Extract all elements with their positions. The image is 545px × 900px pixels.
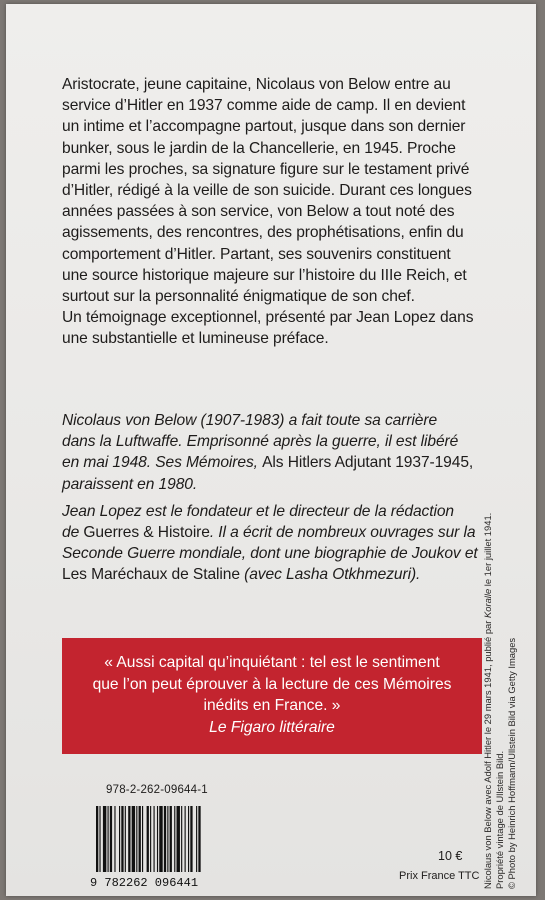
barcode-bar xyxy=(190,806,192,872)
barcode-bar xyxy=(177,806,180,872)
author-bios xyxy=(62,410,502,586)
bio-text: de xyxy=(62,524,84,542)
bio-text: . Il a écrit de nombreux ouvrages sur la xyxy=(209,524,476,542)
credit-line: © Photo by Heinrich Hoffmann/Ullstein Bild via Getty Images xyxy=(506,637,517,889)
summary-line: comportement d’Hitler. Partant, ses souvenirs constituent xyxy=(62,245,451,263)
bio-below-line xyxy=(62,452,502,473)
bio-text: (avec Lasha Otkhmezuri). xyxy=(239,566,421,584)
bio-lopez-line xyxy=(62,522,502,543)
quote-line: que l’on peut éprouver à la lecture de ces Mémoires xyxy=(92,675,452,693)
summary-line: années passées à son service, von Below a tout noté des xyxy=(62,203,455,221)
press-quote-box xyxy=(62,638,482,754)
barcode-bar xyxy=(164,806,166,872)
credit-text: le 1er juillet 1941. xyxy=(482,512,493,589)
credit-line: Propriété vintage de Ullstein Bild. xyxy=(494,750,505,889)
quote-line: « Aussi capital qu’inquiétant : tel est le sentiment xyxy=(104,654,440,671)
book-title: Les Maréchaux de Staline xyxy=(62,566,240,584)
bio-below-line: paraissent en 1980. xyxy=(62,475,198,493)
barcode-bar xyxy=(185,806,186,872)
quote-line: inédits en France. » xyxy=(203,697,341,714)
barcode-bar xyxy=(114,806,115,872)
barcode-bar xyxy=(99,806,100,872)
barcode-bar xyxy=(110,806,112,872)
summary-line: service d’Hitler en 1937 comme aide de camp. Il en devient xyxy=(62,97,466,115)
credit-text: Nicolaus von Below avec Adolf Hitler le 29 mars 1941, publié par xyxy=(482,618,493,889)
summary-line: Un témoignage exceptionnel, présenté par Jean Lopez dans xyxy=(62,309,474,327)
isbn-number: 978-2-262-09644-1 xyxy=(106,784,208,796)
quote-source: Le Figaro littéraire xyxy=(209,718,335,736)
credit-publication: Koralle xyxy=(482,588,493,619)
summary-line: parmi les proches, sa signature figure sur le testament privé xyxy=(62,160,470,178)
summary-line: une source historique majeure sur l’histoire du IIIe Reich, et xyxy=(62,266,467,284)
back-cover xyxy=(6,4,536,896)
barcode-bar xyxy=(174,806,175,872)
barcode-bar xyxy=(196,806,197,872)
summary-line: une substantielle et lumineuse préface. xyxy=(62,330,329,348)
barcode-bar xyxy=(147,806,149,872)
barcode-bar xyxy=(157,806,158,872)
summary-line: Aristocrate, jeune capitaine, Nicolaus von Below entre au xyxy=(62,76,451,93)
barcode-bar xyxy=(198,806,200,872)
bio-below-line: dans la Luftwaffe. Emprisonné après la guerre, il est libéré xyxy=(62,433,459,451)
summary-line: surtout sur la personnalité énigmatique de son chef. xyxy=(62,288,415,306)
bio-lopez-line: Jean Lopez est le fondateur et le directeur de la rédaction xyxy=(62,502,455,520)
barcode-bar xyxy=(142,806,143,872)
barcode-bar xyxy=(181,806,182,872)
barcode-bar xyxy=(128,806,130,872)
barcode-bar xyxy=(121,806,123,872)
barcode-bar xyxy=(188,806,189,872)
barcode xyxy=(88,806,248,888)
barcode-bar xyxy=(170,806,172,872)
barcode-bar xyxy=(136,806,137,872)
barcode-bar xyxy=(125,806,126,872)
barcode-bar xyxy=(96,806,98,872)
summary-line: un intime et l’accompagne partout, jusque dans son dernier xyxy=(62,118,466,136)
book-summary xyxy=(62,74,502,350)
price: 10 € xyxy=(438,849,463,863)
credit-line xyxy=(482,513,494,889)
bio-below-line: Nicolaus von Below (1907-1983) a fait toute sa carrière xyxy=(62,412,438,429)
barcode-bar xyxy=(150,806,151,872)
barcode-bar xyxy=(103,806,106,872)
barcode-digits: 9 782262 096441 xyxy=(90,876,199,888)
bio-text: en mai 1948. Ses Mémoires, xyxy=(62,454,263,472)
barcode-bar xyxy=(132,806,135,872)
magazine-title: Guerres & Histoire xyxy=(83,524,210,542)
barcode-bar xyxy=(167,806,168,872)
book-original-title: Als Hitlers Adjutant 1937-1945, xyxy=(262,454,474,472)
barcode-bar xyxy=(108,806,109,872)
bio-lopez-line: Seconde Guerre mondiale, dont une biographie de Joukov et xyxy=(62,545,478,563)
barcode-bar xyxy=(119,806,120,872)
barcode-bar xyxy=(139,806,141,872)
barcode-bar xyxy=(154,806,155,872)
photo-credit xyxy=(482,513,518,889)
summary-line: agissements, des rencontres, des prophétisations, enfin du xyxy=(62,224,464,242)
bio-lopez-line xyxy=(62,564,502,585)
summary-line: d’Hitler, rédigé à la veille de son suicide. Durant ces longues xyxy=(62,182,472,200)
price-label: Prix France TTC xyxy=(399,870,480,882)
barcode-bar xyxy=(159,806,162,872)
summary-line: bunker, sous le jardin de la Chancellerie, en 1945. Proche xyxy=(62,139,456,157)
